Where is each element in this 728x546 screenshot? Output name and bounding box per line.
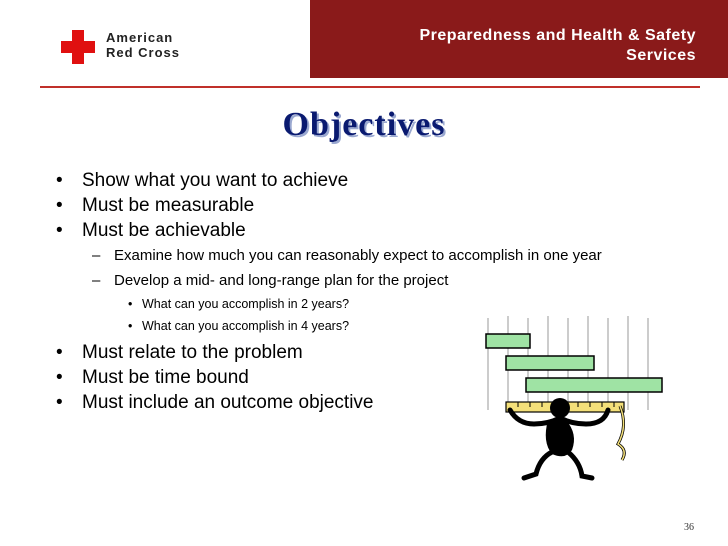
red-cross-icon-bar [61,41,95,53]
bullet-item: • Must be time bound [56,365,676,390]
bullet-item: • Must be achievable [56,218,676,243]
org-name [106,30,180,60]
service-line-1: Preparedness and Health & Safety [419,27,696,44]
bullet-item: • Must be measurable [56,193,676,218]
gantt-figure-illustration [470,310,670,500]
slide-header [0,0,728,78]
sub-bullet-item [56,268,676,293]
page-number: 36 [684,522,694,533]
subsub-bullet-item: • What can you accomplish in 2 years? [56,293,676,315]
service-title [276,26,696,66]
sub-bullet-text: Examine how much you can reasonably expect to accomplish in one year [114,247,602,264]
slide-title: Objectives [282,106,446,143]
sub-bullet-text: Develop a mid- and long-range plan for the project [114,272,449,289]
org-line-2: Red Cross [106,45,181,60]
header-rule [40,86,700,88]
service-line-2: Services [626,47,696,64]
dash-marker: – [92,272,101,289]
bullet-item: • Show what you want to achieve [56,168,676,193]
org-line-1: American [106,30,174,45]
subsub-bullet-item: • What can you accomplish in 4 years? [56,315,676,337]
dash-marker: – [92,247,101,264]
sub-bullet-item [56,243,676,268]
bullet-item: • Must relate to the problem [56,340,676,365]
bullet-item: • Must include an outcome objective [56,390,676,415]
